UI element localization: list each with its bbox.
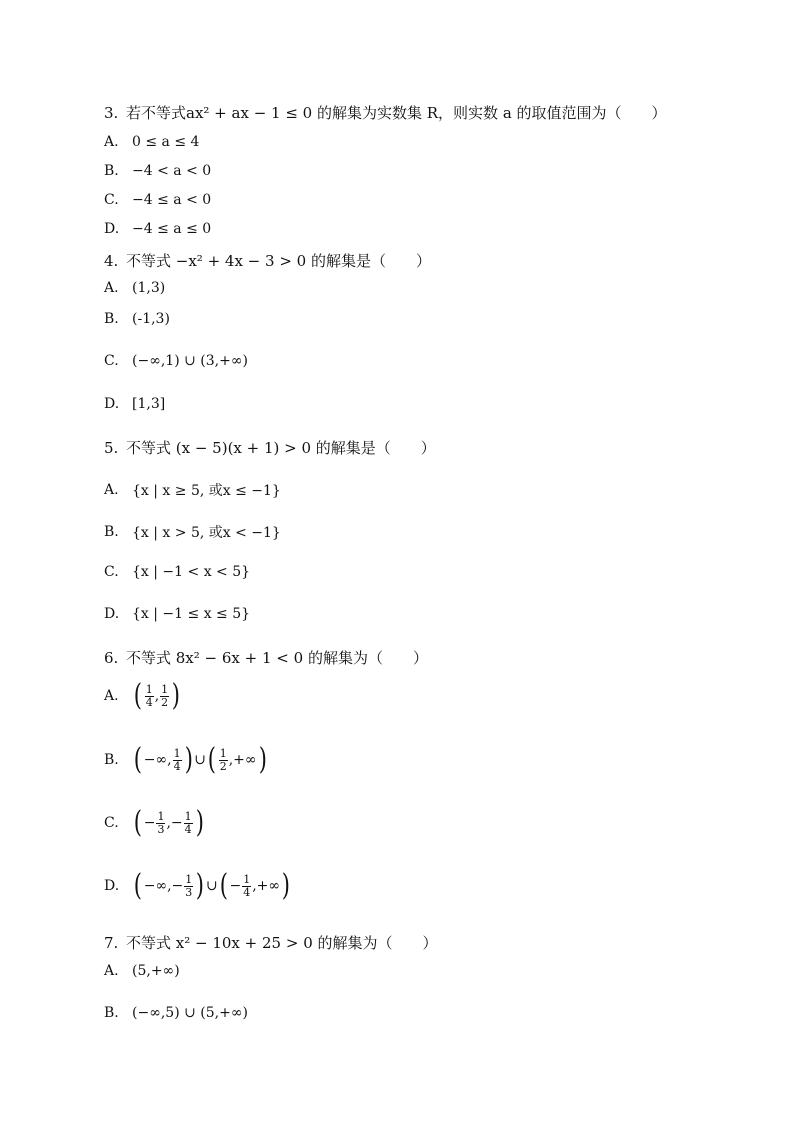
option-a[interactable] xyxy=(0,280,794,296)
suffix: ,+∞ xyxy=(252,878,281,894)
option-text: −4 < a < 0 xyxy=(132,163,212,179)
question-number: 5. xyxy=(104,438,119,457)
option-label: C. xyxy=(104,353,119,369)
minus-sign: − xyxy=(143,815,156,831)
option-a[interactable] xyxy=(0,678,794,713)
option-label: C. xyxy=(104,564,119,580)
close-bracket: ) xyxy=(171,678,181,713)
option-label: A. xyxy=(104,134,119,150)
question-number: 7. xyxy=(104,933,119,952)
open-bracket: ( xyxy=(133,742,142,777)
option-text: {x | −1 ≤ x ≤ 5} xyxy=(132,606,251,622)
option-text: (1,3) xyxy=(132,280,166,296)
option-label: C. xyxy=(104,192,119,208)
question-5 xyxy=(0,437,794,458)
option-label: D. xyxy=(104,878,120,894)
denominator: 4 xyxy=(173,759,181,773)
numerator: 1 xyxy=(173,746,181,760)
denominator: 4 xyxy=(243,885,251,899)
option-label: A. xyxy=(104,963,119,979)
numerator: 1 xyxy=(161,682,169,696)
option-c[interactable] xyxy=(0,192,794,208)
option-text: {x | x ≥ 5, 或x ≤ −1} xyxy=(132,483,281,499)
option-text: {x | x > 5, 或x < −1} xyxy=(132,525,281,541)
option-text: (-1,3) xyxy=(132,311,170,327)
option-a[interactable] xyxy=(0,480,794,500)
option-label: B. xyxy=(104,524,119,540)
option-label: B. xyxy=(104,163,119,179)
open-bracket: ( xyxy=(133,805,142,840)
question-7 xyxy=(0,932,794,953)
option-b[interactable] xyxy=(0,311,794,327)
question-stem: 不等式 −x² + 4x − 3 > 0 的解集是（ ） xyxy=(126,252,431,270)
question-6 xyxy=(0,647,794,668)
option-text: {x | −1 < x < 5} xyxy=(132,564,251,580)
option-label: D. xyxy=(104,396,120,412)
prefix: −∞, xyxy=(143,752,172,768)
open-bracket: ( xyxy=(133,678,142,713)
option-formula xyxy=(132,868,292,903)
union-symbol: ∪ xyxy=(206,878,218,894)
separator: , xyxy=(166,815,171,831)
denominator: 4 xyxy=(184,822,192,836)
open-bracket: ( xyxy=(133,868,142,903)
denominator: 2 xyxy=(161,695,169,709)
option-c[interactable] xyxy=(0,805,794,840)
option-formula xyxy=(132,678,182,713)
fraction xyxy=(160,684,169,708)
question-number: 3. xyxy=(104,103,119,122)
option-b[interactable] xyxy=(0,742,794,777)
option-label: D. xyxy=(104,606,120,622)
numerator: 1 xyxy=(243,872,251,886)
option-text: −4 ≤ a ≤ 0 xyxy=(132,221,212,237)
fraction xyxy=(242,874,251,898)
union-symbol: ∪ xyxy=(194,752,207,768)
option-text: (−∞,1) ∪ (3,+∞) xyxy=(132,353,248,369)
close-bracket: ) xyxy=(184,742,193,777)
open-bracket: ( xyxy=(219,868,228,903)
option-label: D. xyxy=(104,221,120,237)
separator: , xyxy=(154,688,160,704)
option-label: A. xyxy=(104,280,119,296)
option-label: A. xyxy=(104,482,119,498)
option-formula xyxy=(132,805,205,840)
option-d[interactable] xyxy=(0,868,794,903)
question-number: 4. xyxy=(104,251,119,270)
minus-sign: − xyxy=(229,878,242,894)
fraction xyxy=(184,811,193,835)
fraction xyxy=(184,874,193,898)
prefix: −∞,− xyxy=(143,878,184,894)
option-d[interactable] xyxy=(0,606,794,622)
denominator: 3 xyxy=(185,885,193,899)
option-d[interactable] xyxy=(0,396,794,412)
question-stem: 不等式 x² − 10x + 25 > 0 的解集为（ ） xyxy=(126,934,438,952)
denominator: 3 xyxy=(157,822,165,836)
denominator: 4 xyxy=(145,695,153,709)
question-3 xyxy=(0,102,794,123)
option-b[interactable] xyxy=(0,1005,794,1021)
close-bracket: ) xyxy=(195,805,204,840)
numerator: 1 xyxy=(157,809,165,823)
close-bracket: ) xyxy=(258,742,267,777)
option-c[interactable] xyxy=(0,353,794,369)
fraction xyxy=(156,811,165,835)
close-bracket: ) xyxy=(196,868,205,903)
option-label: A. xyxy=(104,688,119,704)
option-label: C. xyxy=(104,815,119,831)
question-stem: 若不等式ax² + ax − 1 ≤ 0 的解集为实数集 R，则实数 a 的取值范围为（ ） xyxy=(126,104,667,122)
question-4 xyxy=(0,250,794,271)
suffix: ,+∞ xyxy=(228,752,257,768)
option-c[interactable] xyxy=(0,564,794,580)
option-label: B. xyxy=(104,752,119,768)
minus-sign: − xyxy=(170,815,183,831)
numerator: 1 xyxy=(184,809,192,823)
denominator: 2 xyxy=(219,759,227,773)
fraction xyxy=(219,748,228,772)
fraction xyxy=(145,684,154,708)
numerator: 1 xyxy=(219,746,227,760)
option-text: (−∞,5) ∪ (5,+∞) xyxy=(132,1005,248,1021)
close-bracket: ) xyxy=(281,868,291,903)
fraction xyxy=(173,748,182,772)
question-stem: 不等式 8x² − 6x + 1 < 0 的解集为（ ） xyxy=(126,649,428,667)
option-a[interactable] xyxy=(0,963,794,979)
question-stem: 不等式 (x − 5)(x + 1) > 0 的解集是（ ） xyxy=(126,439,436,457)
option-b[interactable] xyxy=(0,522,794,542)
numerator: 1 xyxy=(145,682,153,696)
option-label: B. xyxy=(104,1005,119,1021)
option-label: B. xyxy=(104,311,119,327)
option-b[interactable] xyxy=(0,163,794,179)
numerator: 1 xyxy=(185,872,193,886)
open-bracket: ( xyxy=(207,742,216,777)
option-text: [1,3] xyxy=(132,396,166,412)
option-a[interactable] xyxy=(0,134,794,150)
option-formula xyxy=(132,742,268,777)
option-text: (5,+∞) xyxy=(132,963,180,979)
question-number: 6. xyxy=(104,648,119,667)
option-d[interactable] xyxy=(0,221,794,237)
option-text: 0 ≤ a ≤ 4 xyxy=(132,134,200,150)
option-text: −4 ≤ a < 0 xyxy=(132,192,212,208)
